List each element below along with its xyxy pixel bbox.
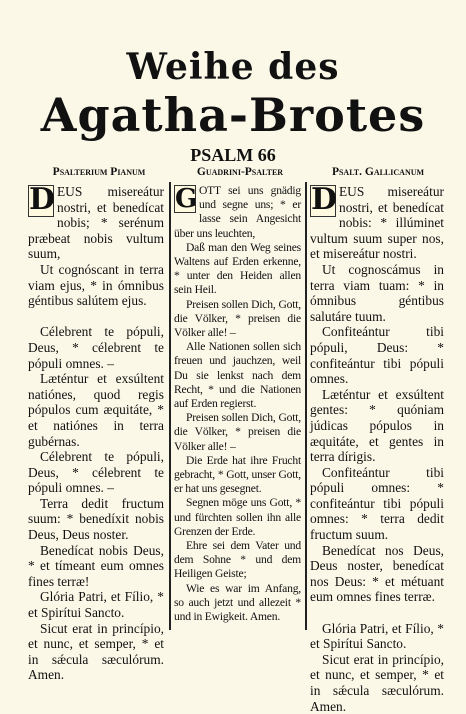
title-line-2: Agatha-Brotes <box>40 88 426 142</box>
verse-7: Segnen möge uns Gott, * und fürchten sollen ihn alle Grenzen der Erde. <box>174 496 301 538</box>
drop-cap-initial: D <box>29 182 56 217</box>
verse-3: Preisen sollen Dich, Gott, die Völker, * preisen die Völker alle! – <box>174 297 301 340</box>
verse-1: D EUS misereátur nostri, et benedícat nobis; * serénum præbeat nobis vultum suum, <box>28 182 164 262</box>
verse-2: Ut cognoscámus in terra viam tuam: * in ómnibus géntibus salutáre tuum. <box>310 261 444 324</box>
doxology-2: Sicut erat in princípio, et nunc, et semper, * et in sǽcula sæculórum. Amen. <box>310 651 444 714</box>
column-divider-right <box>305 182 307 630</box>
verse-6: Die Erde hat ihre Frucht gebracht, * Gott, unser Gott, er hat uns gesegnet. <box>174 453 301 496</box>
title-line-1: Weihe des <box>126 46 340 88</box>
verse-4: Læténtur et exsúltent gentes: * quóniam júdicas pópulos in æquitáte, et gentes in terra dírigis. <box>310 386 444 465</box>
verse-2: Daß man den Weg seines Waltens auf Erden erkenne, * unter den Heiden allen sein Heil. <box>174 240 301 297</box>
drop-cap-initial: D <box>311 182 338 217</box>
verse-5: Célebrent te pópuli, Deus, * célebrent te pópuli omnes. – <box>28 449 164 496</box>
verse-1: G OTT sei uns gnädig und segne uns; * er lasse sein Angesicht über uns leuchten, <box>174 184 301 240</box>
column-latin-pianum <box>28 184 164 683</box>
doxology-1: Ehre sei dem Vater und dem Sohne * und dem Heiligen Geiste; <box>174 539 301 581</box>
doxology-1: Glória Patri, et Fílio, * et Spirítui Sancto. <box>310 620 444 652</box>
psalm-heading: PSALM 66 <box>190 145 276 165</box>
verse-6: Terra dedit fructum suum: * benedíxit nobis Deus, Deus noster. <box>28 495 164 543</box>
column-latin-gallicanum <box>310 184 444 714</box>
column-divider-left <box>169 182 171 630</box>
column-heading-guadrini-psalter: Guadrini-Psalter <box>196 166 284 178</box>
column-german-guadrini <box>174 184 301 624</box>
doxology-1: Glória Patri, et Fílio, * et Spirítui Sancto. <box>28 589 164 621</box>
verse-6: Benedícat nos Deus, Deus noster, benedícat nos Deus: * et métuant eum omnes fines terræ. <box>310 542 444 605</box>
verse-5: Preisen sollen Dich, Gott, die Völker, * preisen die Völker alle! – <box>174 411 301 453</box>
column-heading-psalt-gallicanum: Psalt. Gallicanum <box>331 166 425 178</box>
verse-4: Alle Nationen sollen sich freuen und jauchzen, weil Du sie lenkst nach dem Recht, * und die Nationen auf Erden regierst. <box>174 340 301 411</box>
verse-3: Confiteántur tibi pópuli, Deus: * confiteántur tibi pópuli omnes. <box>310 324 444 387</box>
doxology-2: Wie es war im Anfang, so auch jetzt und allezeit * und in Ewigkeit. Amen. <box>174 581 301 624</box>
verse-5: Confiteántur tibi pópuli omnes: * confiteántur tibi pópuli omnes: * terra dedit fructum suum. <box>310 464 444 543</box>
verse-4: Læténtur et exsúltent natiónes, quod regis pópulos cum æquitáte, * et natiónes in terra gubérnas. <box>28 371 164 449</box>
verse-1: D EUS misereátur nostri, et benedícat nobis: * illúminet vultum suum super nos, et misereátur nostri. <box>310 182 444 262</box>
verse-3: Célebrent te pópuli, Deus, * célebrent te pópuli omnes. – <box>28 324 164 371</box>
column-heading-psalterium-pianum: Psalterium Pianum <box>52 166 146 178</box>
doxology-2: Sicut erat in princípio, et nunc, et semper, * et in sǽcula sæculórum. Amen. <box>28 620 164 683</box>
drop-cap-initial: G <box>175 184 198 214</box>
verse-2: Ut cognóscant in terra viam ejus, * in ómnibus géntibus salútem ejus. <box>28 261 164 309</box>
verse-7: Benedícat nobis Deus, * et tímeant eum omnes fines terræ! <box>28 542 164 589</box>
